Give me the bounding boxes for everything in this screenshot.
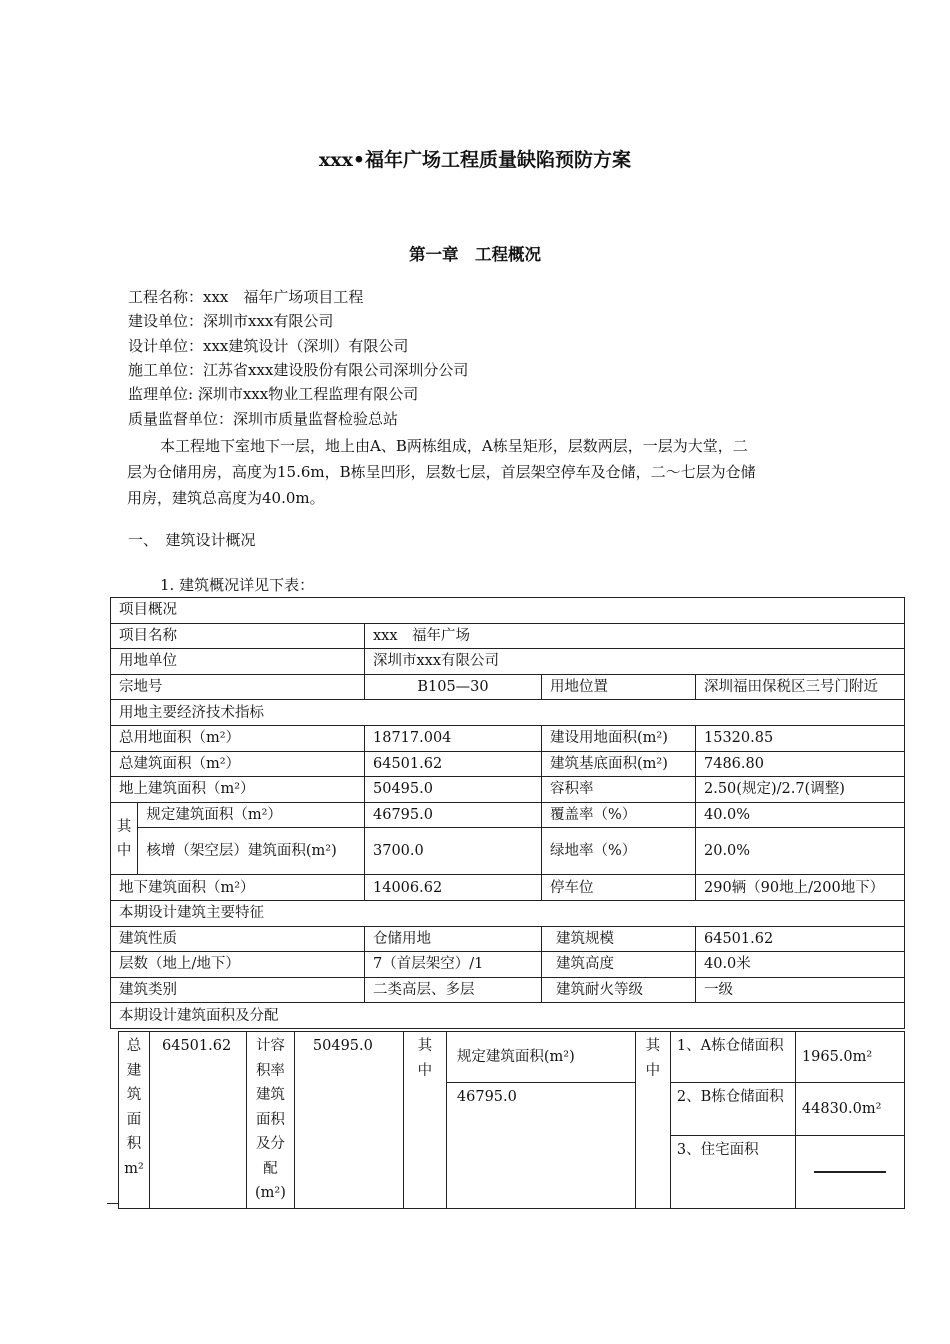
cell-value: 7（首层架空）/1 xyxy=(365,952,542,978)
cell-label: 规定建筑面积（m²） xyxy=(138,802,365,828)
cell-value: 50495.0 xyxy=(365,777,542,803)
cell-value: B105—30 xyxy=(365,674,542,700)
cell-label: 1、A栋仓储面积 xyxy=(670,1032,795,1083)
cell-value: 1965.0m² xyxy=(795,1032,904,1083)
cell-label: 建筑高度 xyxy=(542,952,696,978)
cell-label-qizhong: 其中 xyxy=(635,1032,670,1209)
cell-label: 总建筑面积（m²） xyxy=(111,751,365,777)
subsection-heading: 1. 建筑概况详见下表： xyxy=(160,576,315,594)
cell-value: 18717.004 xyxy=(365,725,542,751)
cell-label: 层数（地上/地下） xyxy=(111,952,365,978)
info-contractor: 施工单位：江苏省xxx建设股份有限公司深圳分公司 xyxy=(128,361,469,379)
dash-line xyxy=(814,1171,886,1173)
table-row-header: 本期设计建筑面积及分配 xyxy=(111,1003,905,1029)
cell-value: 64501.62 xyxy=(150,1032,247,1209)
cell-label: 容积率 xyxy=(542,777,696,803)
cell-label: 覆盖率（%） xyxy=(542,802,696,828)
cell-label: 建设用地面积(m²) xyxy=(542,725,696,751)
info-quality-supervision: 质量监督单位：深圳市质量监督检验总站 xyxy=(128,410,399,428)
cell-label: 总用地面积（m²） xyxy=(111,725,365,751)
cell-value: 二类高层、多层 xyxy=(365,977,542,1003)
cell-label: 核增（架空层）建筑面积(m²) xyxy=(138,828,365,875)
info-owner: 建设单位：深圳市xxx有限公司 xyxy=(128,312,334,330)
info-project-name: 工程名称：xxx 福年广场项目工程 xyxy=(128,288,364,306)
table-row-header: 用地主要经济技术指标 xyxy=(111,700,905,726)
cell-value: 深圳福田保税区三号门附近 xyxy=(696,674,905,700)
cell-label-vertical: 总建筑面积m² xyxy=(119,1032,150,1209)
info-designer: 设计单位：xxx建筑设计（深圳）有限公司 xyxy=(128,337,409,355)
cell-label: 规定建筑面积(m²) xyxy=(446,1032,635,1083)
cell-value: xxx 福年广场 xyxy=(365,623,905,649)
overview-paragraph xyxy=(128,433,828,511)
cell-value: 15320.85 xyxy=(696,725,905,751)
paragraph-line: 本工程地下室地下一层，地上由A、B两栋组成，A栋呈矩形，层数两层，一层为大堂，二 xyxy=(160,437,748,455)
cell-label-vertical: 计容积率建筑面积及分配(m²) xyxy=(247,1032,295,1209)
cell-value: 50495.0 xyxy=(294,1032,403,1209)
paragraph-line: 层为仓储用房，高度为15.6m，B栋呈凹形，层数七层，首层架空停车及仓储，二～七层为仓储 xyxy=(127,463,756,481)
info-supervisor: 监理单位: 深圳市xxx物业工程监理有限公司 xyxy=(128,385,419,403)
table-row-header: 项目概况 xyxy=(111,598,905,624)
building-overview-table xyxy=(110,597,905,1029)
cell-value: 14006.62 xyxy=(365,875,542,901)
cell-label: 建筑规模 xyxy=(542,926,696,952)
cell-value: 40.0% xyxy=(696,802,905,828)
cell-value: 2.50(规定)/2.7(调整) xyxy=(696,777,905,803)
cell-value: 44830.0m² xyxy=(795,1083,904,1136)
cell-label: 地上建筑面积（m²） xyxy=(111,777,365,803)
cell-label: 绿地率（%） xyxy=(542,828,696,875)
cell-value: 仓储用地 xyxy=(365,926,542,952)
cell-label: 3、住宅面积 xyxy=(670,1135,795,1208)
cell-value-empty xyxy=(795,1135,904,1208)
cell-label: 地下建筑面积（m²） xyxy=(111,875,365,901)
cell-value: 46795.0 xyxy=(365,802,542,828)
paragraph-line: 用房，建筑总高度为40.0m。 xyxy=(127,489,325,507)
cell-value: 46795.0 xyxy=(446,1083,635,1209)
table-edge-line xyxy=(107,1203,119,1204)
cell-label: 2、B栋仓储面积 xyxy=(670,1083,795,1136)
cell-value: 20.0% xyxy=(696,828,905,875)
cell-label: 建筑类别 xyxy=(111,977,365,1003)
cell-label: 项目名称 xyxy=(111,623,365,649)
cell-label-qizhong: 其中 xyxy=(403,1032,446,1209)
cell-value: 40.0米 xyxy=(696,952,905,978)
cell-value: 一级 xyxy=(696,977,905,1003)
document-title: xxx•福年广场工程质量缺陷预防方案 xyxy=(318,149,632,171)
table-row-header: 本期设计建筑主要特征 xyxy=(111,900,905,926)
cell-value: 深圳市xxx有限公司 xyxy=(365,649,905,675)
cell-label: 停车位 xyxy=(542,875,696,901)
cell-label: 用地单位 xyxy=(111,649,365,675)
cell-value: 3700.0 xyxy=(365,828,542,875)
cell-label: 建筑性质 xyxy=(111,926,365,952)
chapter-heading: 第一章 工程概况 xyxy=(409,245,541,264)
section-heading: 一、 建筑设计概况 xyxy=(128,531,256,549)
cell-label: 宗地号 xyxy=(111,674,365,700)
cell-value: 7486.80 xyxy=(696,751,905,777)
cell-value: 290辆（90地上/200地下） xyxy=(696,875,905,901)
cell-value: 64501.62 xyxy=(365,751,542,777)
cell-label: 用地位置 xyxy=(542,674,696,700)
cell-value: 64501.62 xyxy=(696,926,905,952)
cell-label-qizhong: 其中 xyxy=(111,802,138,875)
cell-label: 建筑耐火等级 xyxy=(542,977,696,1003)
cell-label: 建筑基底面积(m²) xyxy=(542,751,696,777)
area-distribution-table xyxy=(118,1031,905,1209)
